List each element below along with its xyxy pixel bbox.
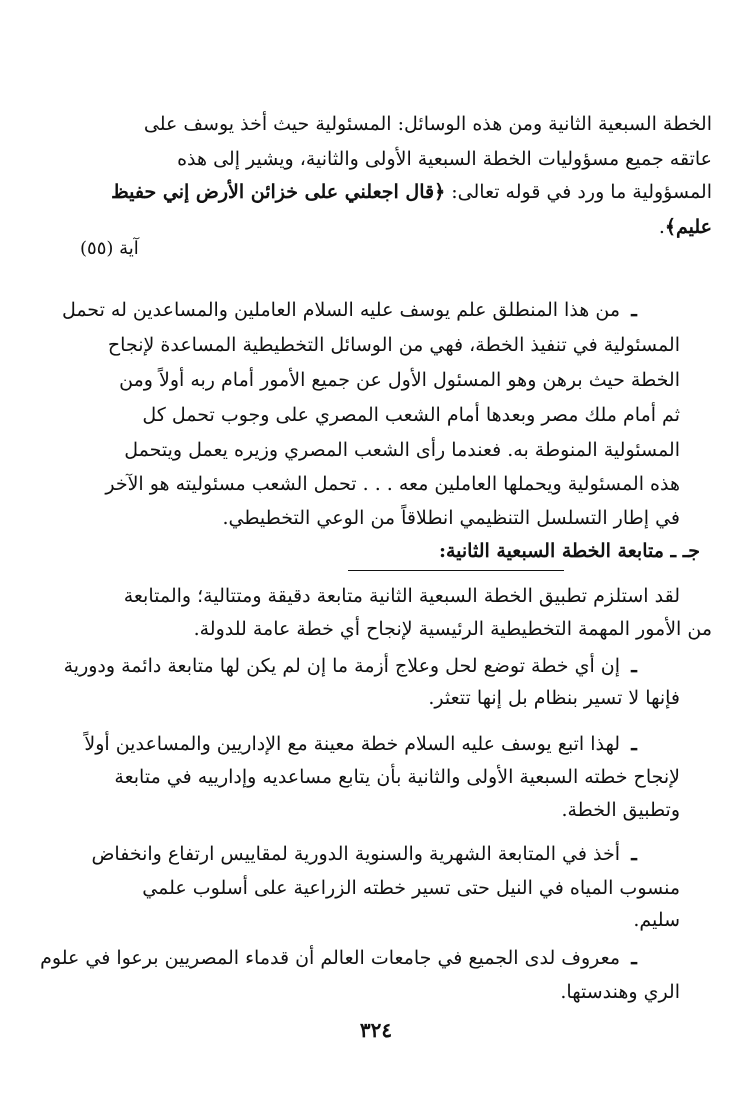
paragraph1-line-7: في إطار التسلسل التنظيمي انطلاقاً من الوعي التخطيطي. [222,507,680,529]
bullet-4-line-1: معروف لدى الجميع في جامعات العالم أن قدماء المصريين برعوا في علوم [40,947,620,969]
intro-line-3 [62,178,712,206]
paragraph1-line-3: الخطة حيث برهن وهو المسئول الأول عن جميع الأمور أمام ربه أولاً ومن [119,369,680,391]
section-intro-line-2: من الأمور المهمة التخطيطية الرئيسية لإنجاح أي خطة عامة للدولة. [193,618,712,640]
section-heading: جـ ـ متابعة الخطة السبعية الثانية: [438,540,700,562]
intro-line-3-text: المسؤولية ما ورد في قوله تعالى: [451,181,712,203]
page-number: ٣٢٤ [359,1018,393,1042]
paragraph1-line-4: ثم أمام ملك مصر وبعدها أمام الشعب المصري على وجوب تحمل كل [142,404,680,426]
bullet-1-line-2: فإنها لا تسير بنظام بل إنها تتعثر. [428,687,680,709]
heading-underline [348,570,564,571]
bullet-4-line-2: الري وهندستها. [560,981,680,1003]
quran-verse: ﴿قال اجعلني على خزائن الأرض إني حفيظ [111,181,446,203]
bullet-3-line-1: أخذ في المتابعة الشهرية والسنوية الدورية لمقاييس ارتفاع وانخفاض [91,843,620,865]
intro-line-4 [62,213,712,241]
bullet-3-line-2: منسوب المياه في النيل حتى تسير خطته الزراعية على أسلوب علمي [142,877,680,899]
bullet-dash: ـ [631,655,637,677]
intro-period: . [658,216,665,238]
quran-verse-end: عليم﴾ [664,216,712,238]
paragraph1-line-5: المسئولية المنوطة به. فعندما رأى الشعب المصري وزيره يعمل ويتحمل [124,439,680,461]
bullet-dash: ـ [631,947,637,969]
bullet-2-line-2: لإنجاح خطته السبعية الأولى والثانية بأن يتابع مساعديه وإدارييه في متابعة [114,766,680,788]
paragraph1-line-1: من هذا المنطلق علم يوسف عليه السلام العاملين والمساعدين له تحمل [61,299,620,321]
paragraph1-line-2: المسئولية في تنفيذ الخطة، فهي من الوسائل التخطيطية المساعدة لإنجاح [107,334,680,356]
bullet-dash: ـ [631,733,637,755]
intro-line-1: الخطة السبعية الثانية ومن هذه الوسائل: المسئولية حيث أخذ يوسف على [143,113,712,135]
bullet-2-line-3: وتطبيق الخطة. [561,799,680,821]
bullet-dash: ـ [631,299,637,321]
bullet-3-line-3: سليم. [633,909,680,931]
section-intro-line-1: لقد استلزم تطبيق الخطة السبعية الثانية متابعة دقيقة ومتتالية؛ والمتابعة [123,585,680,607]
bullet-1-line-1: إن أي خطة توضع لحل وعلاج أزمة ما إن لم يكن لها متابعة دائمة ودورية [63,655,620,677]
verse-reference: آية (٥٥) [80,238,139,259]
intro-line-2: عاتقه جميع مسؤوليات الخطة السبعية الأولى والثانية، ويشير إلى هذه [177,148,712,170]
bullet-2-line-1: لهذا اتبع يوسف عليه السلام خطة معينة مع الإداريين والمساعدين أولاً [84,733,620,755]
paragraph1-line-6: هذه المسئولية ويحملها العاملين معه . . . تحمل الشعب مسئوليته هو الآخر [105,473,680,495]
bullet-dash: ـ [631,843,637,865]
